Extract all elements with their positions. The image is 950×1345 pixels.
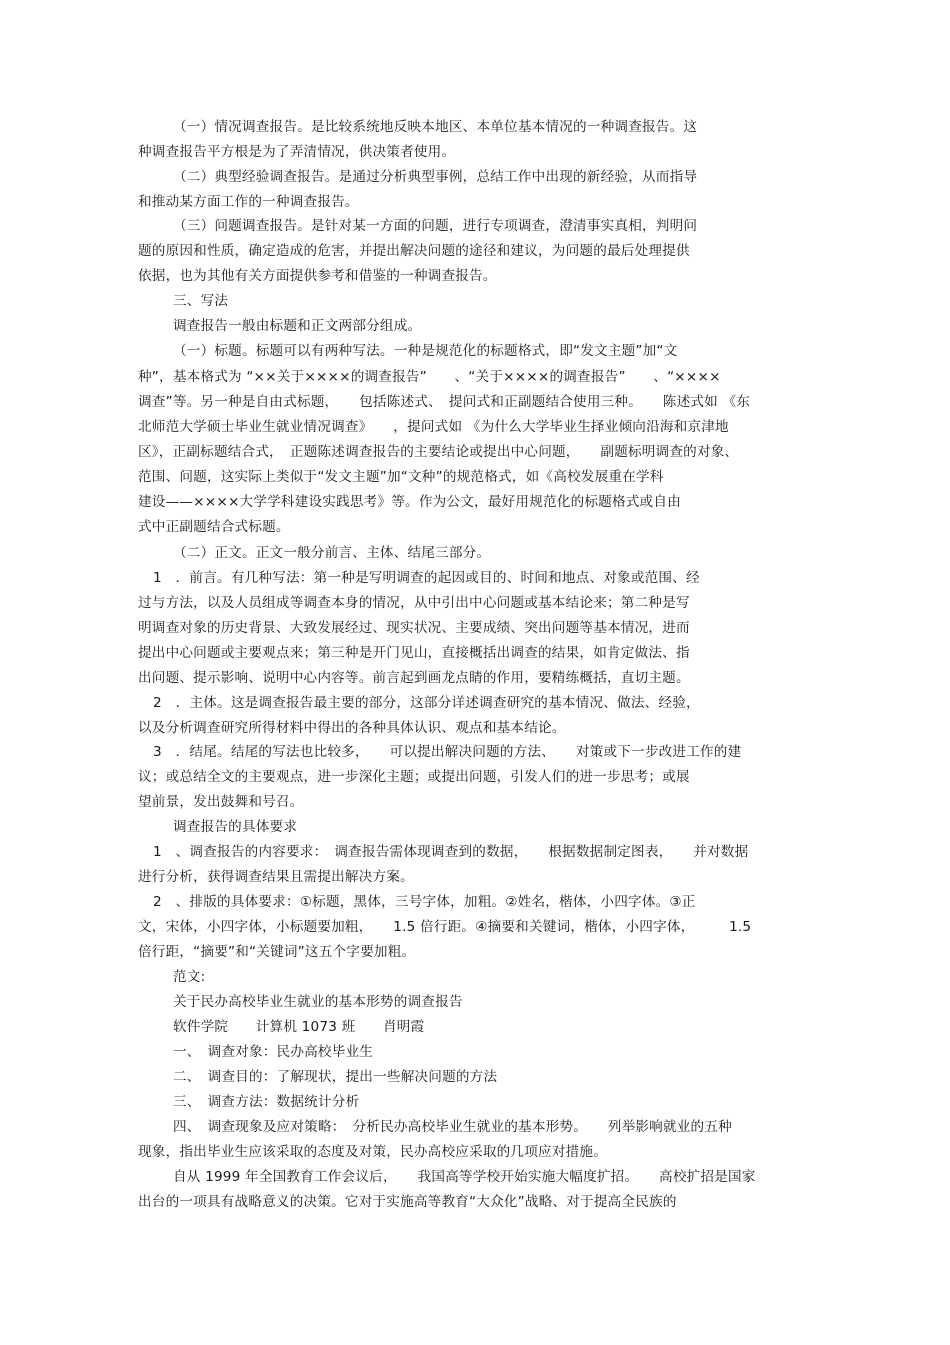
text-line: （一）情况调查报告。是比较系统地反映本地区、本单位基本情况的一种调查报告。这 [173, 119, 698, 135]
text-line: 题的原因和性质，确定造成的危害，并提出解决问题的途径和建议，为问题的最后处理提供 [138, 243, 690, 259]
text-line: 依据，也为其他有关方面提供参考和借鉴的一种调查报告。 [138, 268, 497, 284]
text-line: 明调查对象的历史背景、大致发展经过、现实状况、主要成绩、突出问题等基本情况，进而 [138, 620, 690, 636]
text-line: 种调查报告平方根是为了弄清情况，供决策者使用。 [138, 144, 456, 160]
text-line: 式中正副题结合式标题。 [138, 519, 290, 535]
text-line: 和推动某方面工作的一种调查报告。 [138, 194, 359, 210]
text-line: 关于民办高校毕业生就业的基本形势的调查报告 [173, 994, 463, 1010]
text-line: 范文: [173, 969, 206, 985]
text-line: 出问题、提示影响、说明中心内容等。前言起到画龙点睛的作用，要精练概括，直切主题。 [138, 670, 690, 686]
text-line: 文，宋体，小四字体，小标题要加粗， 1.5 倍行距。④摘要和关键词，楷体，小四字体， 1.5 [138, 919, 752, 935]
text-line: 进行分析，获得调查结果且需提出解决方案。 [138, 869, 414, 885]
text-line: 提出中心问题或主要观点来；第三种是开门见山，直接概括出调查的结果，如肯定做法、指 [138, 645, 690, 661]
text-line: 三、写法 [173, 293, 229, 309]
text-line: 倍行距，“摘要”和“关键词”这五个字要加粗。 [138, 944, 416, 960]
text-line: （二）典型经验调查报告。是通过分析典型事例，总结工作中出现的新经验，从而指导 [173, 169, 698, 185]
text-line: （三）问题调查报告。是针对某一方面的问题，进行专项调查，澄清事实真相，判明问 [173, 218, 698, 234]
text-line: 建设——××××大学学科建设实践思考》等。作为公文，最好用规范化的标题格式或自由 [138, 494, 681, 510]
text-line: 以及分析调查研究所得材料中得出的各种具体认识、观点和基本结论。 [138, 720, 566, 736]
text-line: 三、 调查方法：数据统计分析 [173, 1094, 360, 1110]
text-line: 软件学院 计算机 1073 班 肖明霞 [173, 1019, 425, 1035]
text-line: 出台的一项具有战略意义的决策。它对于实施高等教育“大众化”战略、对于提高全民族的 [138, 1194, 677, 1210]
text-line: 四、 调查现象及应对策略： 分析民办高校毕业生就业的基本形势。 列举影响就业的五种 [173, 1119, 732, 1135]
text-line: 过与方法，以及人员组成等调查本身的情况，从中引出中心问题或基本结论来；第二种是写 [138, 595, 690, 611]
text-line: 望前景，发出鼓舞和号召。 [138, 794, 304, 810]
text-line: 范围、问题，这实际上类似于“发文主题”加“文种”的规范格式，如《高校发展重在学科 [138, 469, 664, 485]
text-line: 议；或总结全文的主要观点，进一步深化主题；或提出问题，引发人们的进一步思考；或展 [138, 769, 690, 785]
text-line: 1 ．前言。有几种写法：第一种是写明调查的起因或目的、时间和地点、对象或范围、经 [153, 570, 700, 586]
text-line: 区》，正副标题结合式， 正题陈述调查报告的主要结论或提出中心问题， 副题标明调查的对象、 [138, 444, 739, 460]
text-line: 1 、调查报告的内容要求： 调查报告需体现调查到的数据， 根据数据制定图表， 并对数据 [153, 844, 749, 860]
text-line: 调查报告的具体要求 [173, 819, 298, 835]
text-line: （二）正文。正文一般分前言、主体、结尾三部分。 [173, 545, 491, 561]
text-line: 现象，指出毕业生应该采取的态度及对策，民办高校应采取的几项应对措施。 [138, 1144, 607, 1160]
text-line: 自从 1999 年全国教育工作会议后， 我国高等学校开始实施大幅度扩招。 高校扩招是国家 [173, 1169, 756, 1185]
text-line: 二、 调查目的：了解现状，提出一些解决问题的方法 [173, 1069, 498, 1085]
text-line: 调查”等。另一种是自由式标题， 包括陈述式、 提问式和正副题结合使用三种。 陈述式如 《东 [138, 394, 751, 410]
text-line: 2 ．主体。这是调查报告最主要的部分，这部分详述调查研究的基本情况、做法、经验， [153, 695, 700, 711]
text-line: 种”，基本格式为 “××关于××××的调查报告” 、“关于××××的调查报告” 、“×××× [138, 369, 721, 385]
text-line: 北师范大学硕士毕业生就业情况调查》 ，提问式如 《为什么大学毕业生择业倾向沿海和京津地 [138, 419, 729, 435]
text-line: 一、 调查对象：民办高校毕业生 [173, 1044, 374, 1060]
text-line: 调查报告一般由标题和正文两部分组成。 [173, 318, 422, 334]
text-line: （一）标题。标题可以有两种写法。一种是规范化的标题格式，即“发文主题”加“文 [173, 343, 678, 359]
text-line: 3 ．结尾。结尾的写法也比较多， 可以提出解决问题的方法、 对策或下一步改进工作的建 [153, 744, 742, 760]
text-line: 2 、排版的具体要求：①标题，黑体，三号字体，加粗。②姓名，楷体，小四字体。③正 [153, 894, 696, 910]
